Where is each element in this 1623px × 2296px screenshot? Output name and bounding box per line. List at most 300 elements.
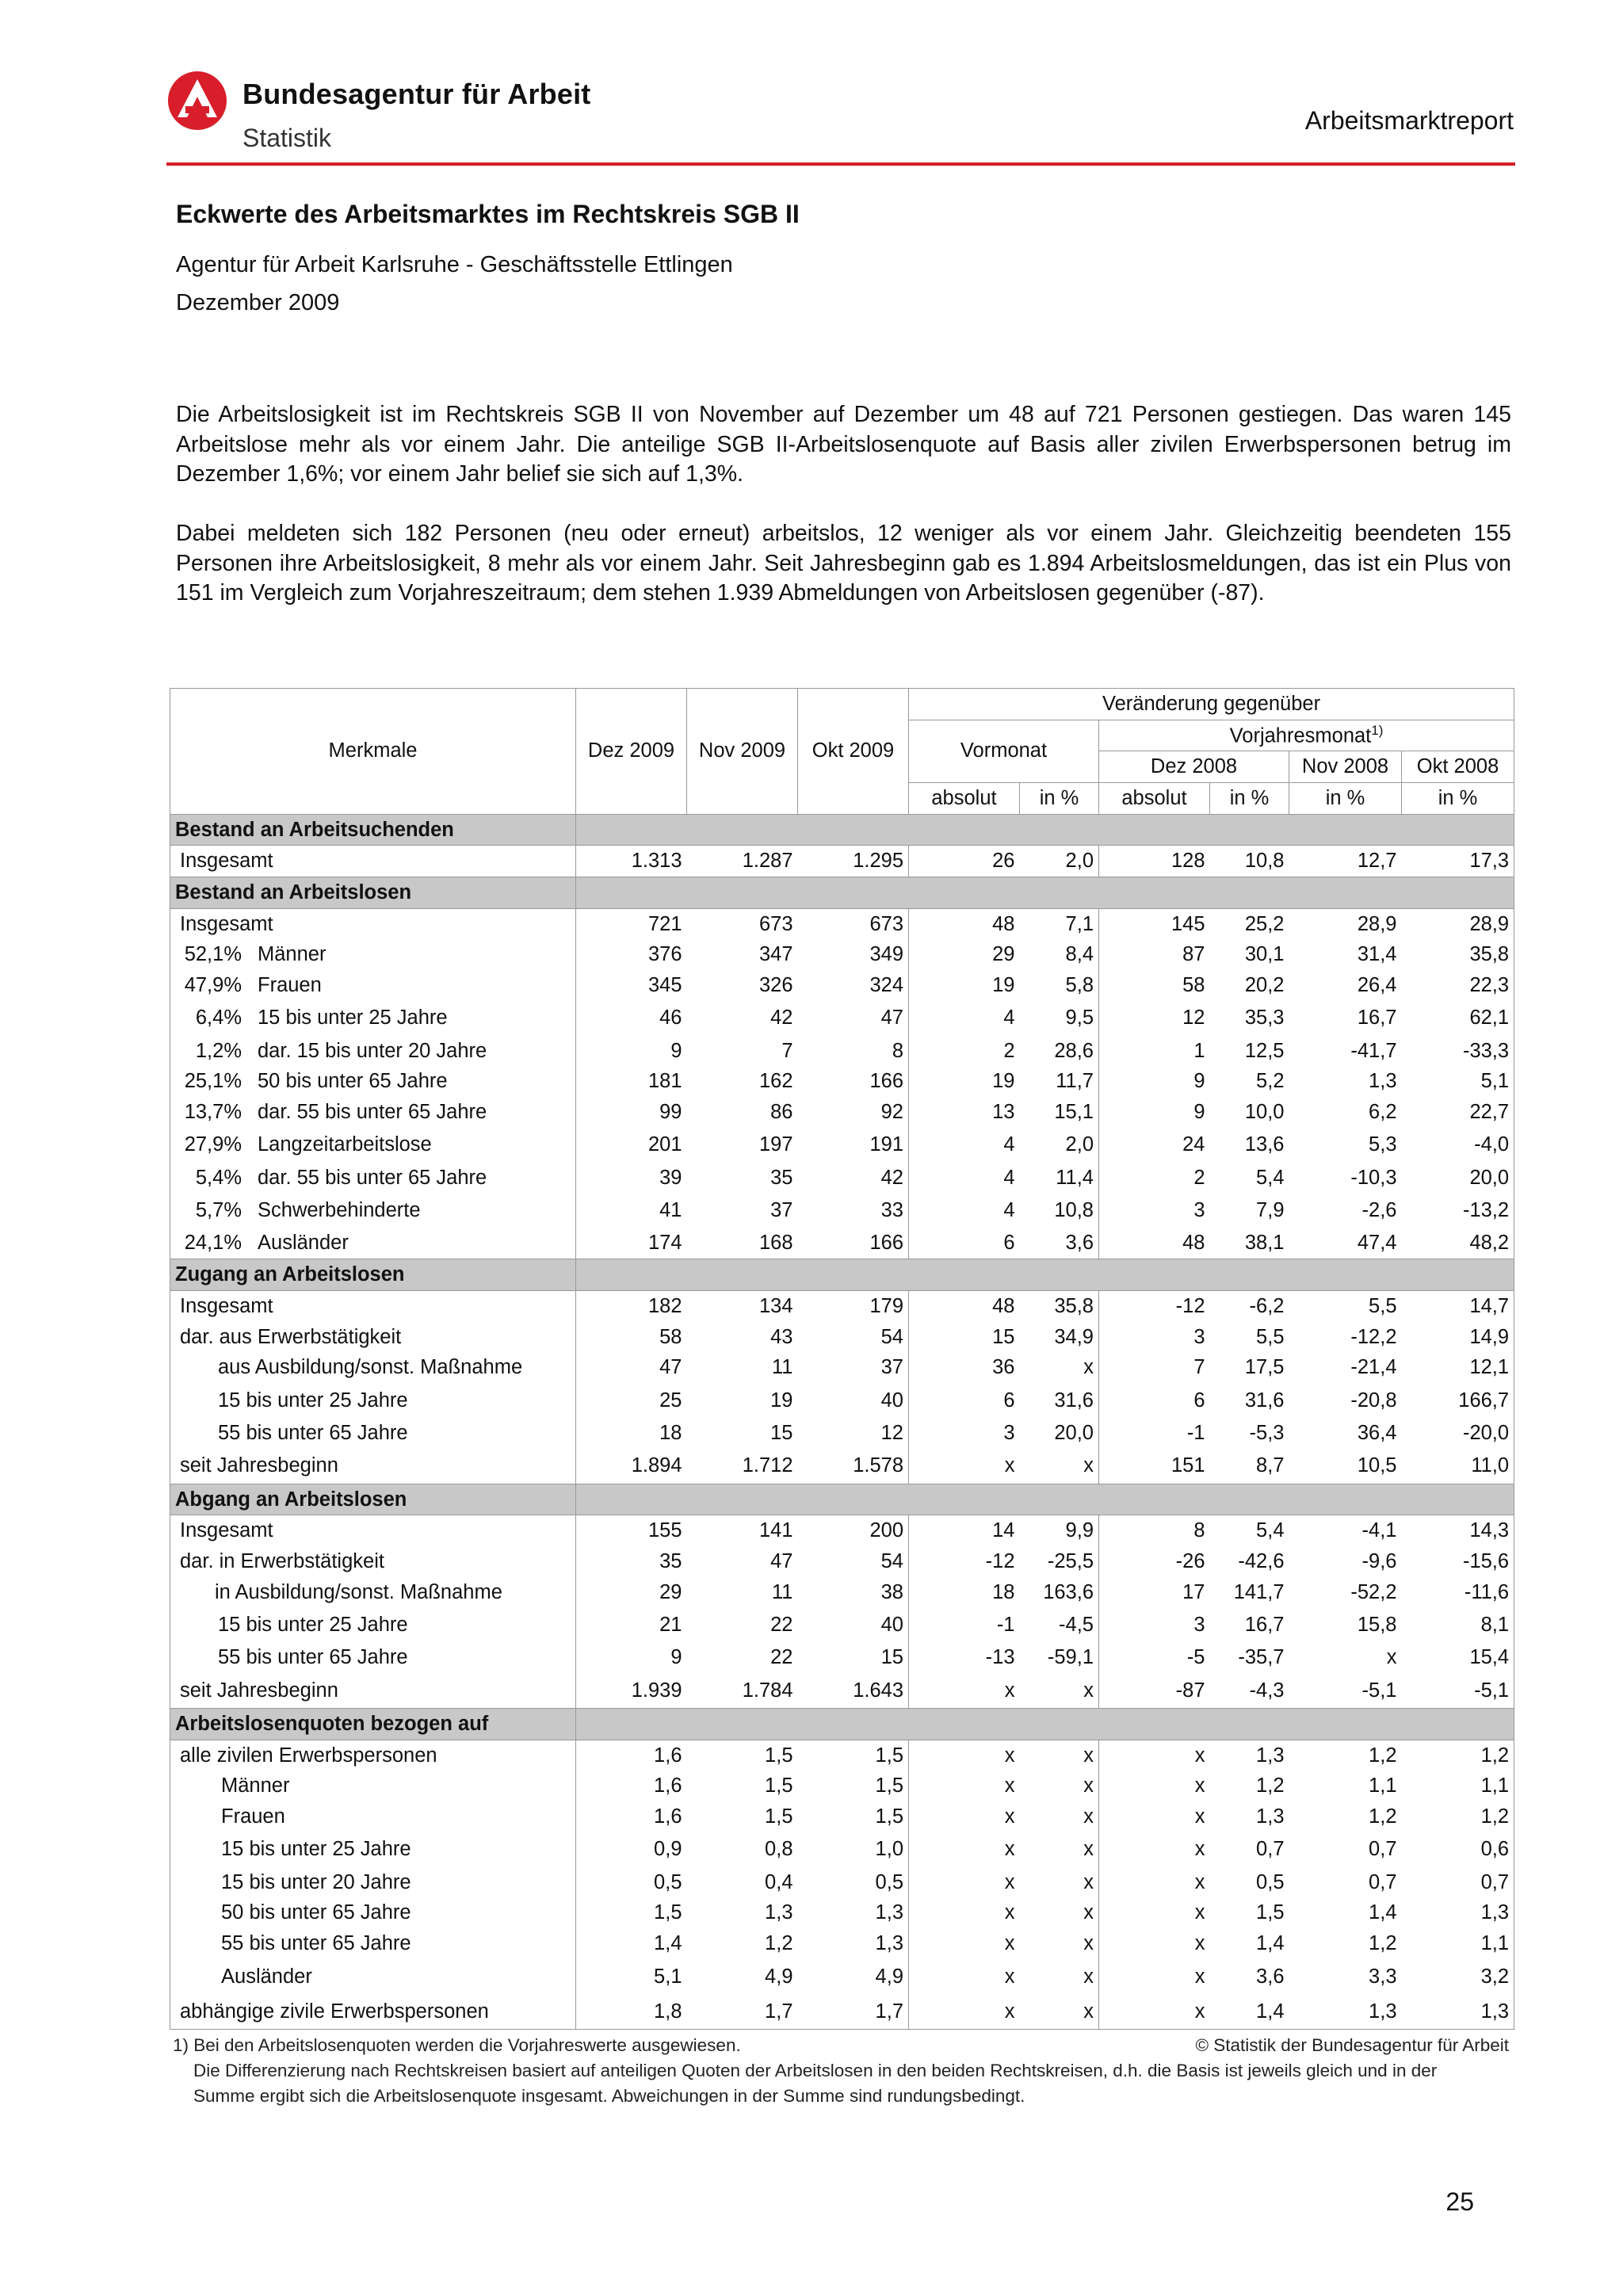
section-title: Abgang an Arbeitslosen	[170, 1484, 576, 1515]
row-share-percent: 13,7%	[184, 1101, 242, 1124]
table-row	[170, 846, 1514, 877]
value-cell: 8	[1099, 1515, 1210, 1546]
value-cell: 1,8	[576, 1994, 687, 2030]
value-cell: 1,6	[654, 1744, 682, 1767]
value-cell: -10,3	[1350, 1166, 1397, 1189]
row-share-percent: 5,4%	[195, 1166, 242, 1189]
value-cell: 18	[659, 1421, 682, 1444]
value-cell: 9	[1099, 1067, 1210, 1098]
value-cell: -25,5	[1047, 1549, 1094, 1572]
value-cell: x	[1083, 1454, 1094, 1477]
value-cell: x	[1099, 1771, 1210, 1802]
value-cell: -59,1	[1047, 1646, 1094, 1669]
header-merkmale: Merkmale	[170, 689, 576, 815]
row-label: 55 bis unter 65 Jahre	[218, 1421, 408, 1444]
value-cell: 1,5	[1256, 1901, 1285, 1924]
header-absolut-vorjahr: absolut	[1099, 783, 1210, 815]
brand-subtitle: Statistik	[242, 124, 332, 152]
value-cell: 10,8	[1054, 1199, 1094, 1222]
value-cell: 163,6	[1043, 1580, 1094, 1603]
value-cell: 42	[880, 1166, 903, 1189]
row-label-cell	[170, 1867, 576, 1898]
value-cell: 31,4	[1357, 943, 1397, 966]
value-cell: x	[1099, 1740, 1210, 1771]
row-label: 55 bis unter 65 Jahre	[218, 1646, 408, 1669]
footnote-marker: 1)	[1371, 723, 1384, 739]
value-cell: -12	[1099, 1291, 1210, 1322]
value-cell: 3	[1099, 1608, 1210, 1643]
value-cell: 1,5	[875, 1805, 903, 1828]
value-cell: 12,5	[1244, 1039, 1285, 1062]
header-inpct-vormonat: in %	[1020, 783, 1099, 815]
value-cell: -4,0	[1402, 1128, 1514, 1163]
value-cell: 200	[869, 1519, 903, 1542]
value-cell: x	[1099, 1959, 1210, 1994]
value-cell: 9,5	[1065, 1007, 1094, 1030]
row-label: dar. 15 bis unter 20 Jahre	[258, 1039, 487, 1062]
value-cell: 47	[770, 1549, 793, 1572]
value-cell: 5,1	[654, 1965, 682, 1988]
value-cell: -13	[909, 1643, 1020, 1674]
value-cell: x	[1099, 1928, 1210, 1959]
value-cell: 8	[892, 1039, 903, 1062]
section-fill	[576, 814, 1514, 846]
footnote-3: Summe ergibt sich die Arbeitslosenquote insgesamt. Abweichungen in der Summe sind rundungsbedingt.	[193, 2086, 1025, 2106]
value-cell: 1,6	[654, 1775, 682, 1797]
value-cell: 1,7	[687, 1994, 798, 2030]
value-cell: 6	[909, 1228, 1020, 1259]
table-row	[170, 1322, 1514, 1353]
value-cell: 5,5	[1369, 1294, 1397, 1317]
value-cell: 181	[647, 1070, 682, 1093]
value-cell: 673	[869, 912, 903, 935]
row-label-cell	[170, 970, 576, 1001]
row-label: 15 bis unter 25 Jahre	[218, 1389, 408, 1412]
value-cell: 141	[758, 1519, 793, 1542]
value-cell: 48	[1099, 1228, 1210, 1259]
value-cell: 5,5	[1256, 1325, 1285, 1348]
value-cell: 3,6	[1065, 1232, 1094, 1255]
value-cell: 1.643	[853, 1679, 903, 1702]
value-cell: 31,6	[1244, 1389, 1285, 1412]
value-cell: 0,7	[1369, 1838, 1397, 1861]
value-cell: x	[1083, 1901, 1094, 1924]
value-cell: 35	[770, 1166, 793, 1189]
value-cell: 12	[880, 1421, 903, 1444]
value-cell: 17	[1099, 1577, 1210, 1608]
row-label-cell	[170, 1771, 576, 1802]
value-cell: -35,7	[1238, 1646, 1285, 1669]
value-cell: 155	[647, 1519, 682, 1542]
value-cell: 168	[758, 1232, 793, 1255]
value-cell: x	[909, 1994, 1020, 2030]
header-vorjahresmonat-label: Vorjahresmonat	[1229, 724, 1372, 747]
value-cell: -11,6	[1402, 1577, 1514, 1608]
value-cell: 0,9	[654, 1838, 682, 1861]
value-cell: 36,4	[1357, 1421, 1397, 1444]
value-cell: 10,8	[1244, 850, 1285, 873]
value-cell: 4,9	[765, 1965, 793, 1988]
value-cell: 16,7	[1244, 1614, 1285, 1636]
value-cell: 1,2	[1369, 1932, 1397, 1955]
value-cell: x	[909, 1449, 1020, 1484]
value-cell: -52,2	[1350, 1580, 1397, 1603]
value-cell: 40	[880, 1614, 903, 1636]
table-row	[170, 1771, 1514, 1802]
row-label: dar. 55 bis unter 65 Jahre	[258, 1166, 487, 1189]
value-cell: -42,6	[1238, 1549, 1285, 1572]
value-cell: 6,2	[1369, 1101, 1397, 1124]
value-cell: -5,3	[1249, 1421, 1285, 1444]
row-label-cell	[170, 1418, 576, 1449]
value-cell: 0,7	[1256, 1838, 1285, 1861]
value-cell: 1,3	[1402, 1898, 1514, 1929]
value-cell: -2,6	[1361, 1199, 1397, 1222]
value-cell: 28,9	[1402, 908, 1514, 939]
value-cell: 38,1	[1244, 1232, 1285, 1255]
header-okt-2008: Okt 2008	[1402, 751, 1514, 783]
value-cell: -87	[1099, 1673, 1210, 1709]
value-cell: 14	[909, 1515, 1020, 1546]
row-label-cell	[170, 1546, 576, 1577]
value-cell: 1,5	[654, 1901, 682, 1924]
value-cell: 19	[909, 970, 1020, 1001]
value-cell: 1,1	[1369, 1775, 1397, 1797]
table-row	[170, 1959, 1514, 1994]
row-label: Schwerbehinderte	[258, 1199, 421, 1222]
section-fill	[576, 1709, 1514, 1740]
value-cell: 9	[670, 1646, 682, 1669]
value-cell: 15,8	[1357, 1614, 1397, 1636]
value-cell: 0,6	[1402, 1832, 1514, 1867]
value-cell: 35,8	[1054, 1294, 1094, 1317]
value-cell: 34,9	[1054, 1325, 1094, 1348]
value-cell: 19	[770, 1389, 793, 1412]
value-cell: 0,7	[1402, 1867, 1514, 1898]
summary-paragraph-1: Die Arbeitslosigkeit ist im Rechtskreis SGB II von November auf Dezember um 48 auf 721 Personen gestiegen. Das waren 145 Arbeitslose mehr als vor einem Jahr. Die anteilige SGB II-Arbeitslosenquote auf Basis aller zivilen Erwerbspersonen betrug im Dezember 1,6%; vor einem Jahr belief sie sich auf 1,3%.	[176, 402, 1511, 487]
value-cell: 1,2	[1369, 1805, 1397, 1828]
value-cell: 2,0	[1065, 850, 1094, 873]
row-label-cell	[170, 1515, 576, 1546]
header-inpct-okt2008: in %	[1402, 783, 1514, 815]
value-cell: 0,5	[1256, 1870, 1285, 1893]
table-row	[170, 1643, 1514, 1674]
row-label-cell	[170, 1577, 576, 1608]
value-cell: -4,1	[1361, 1519, 1397, 1542]
row-label: 55 bis unter 65 Jahre	[221, 1932, 411, 1955]
value-cell: 47	[880, 1007, 903, 1030]
value-cell: 9	[670, 1039, 682, 1062]
section-header-row	[170, 814, 1514, 846]
value-cell: 11	[772, 1580, 793, 1603]
value-cell: 5,3	[1369, 1133, 1397, 1156]
row-label-cell	[170, 1291, 576, 1322]
value-cell: 99	[659, 1101, 682, 1124]
table-row	[170, 1608, 1514, 1643]
value-cell: 5,4	[1256, 1519, 1285, 1542]
value-cell: 7,1	[1065, 912, 1094, 935]
value-cell: 1,3	[1256, 1805, 1285, 1828]
value-cell: 721	[647, 912, 682, 935]
value-cell: -21,4	[1350, 1356, 1397, 1379]
row-label: in Ausbildung/sonst. Maßnahme	[215, 1580, 502, 1603]
row-label-cell	[170, 1898, 576, 1929]
row-label-cell	[170, 1097, 576, 1128]
report-title: Arbeitsmarktreport	[1304, 106, 1514, 135]
value-cell: 8,7	[1256, 1454, 1285, 1477]
row-label: dar. in Erwerbstätigkeit	[180, 1549, 384, 1572]
value-cell: 15	[909, 1322, 1020, 1353]
header-nov-2008: Nov 2008	[1289, 751, 1402, 783]
value-cell: 17,3	[1402, 846, 1514, 877]
table-row	[170, 1163, 1514, 1194]
value-cell: 22	[770, 1614, 793, 1636]
header-dez-2009: Dez 2009	[576, 689, 687, 815]
value-cell: 12	[1099, 1001, 1210, 1036]
value-cell: 11,7	[1056, 1070, 1094, 1093]
header-veraenderung: Veränderung gegenüber	[909, 689, 1514, 720]
value-cell: 1.287	[742, 850, 793, 873]
value-cell: 1,3	[765, 1901, 793, 1924]
value-cell: 11,4	[1056, 1166, 1094, 1189]
value-cell: 151	[1099, 1449, 1210, 1484]
row-label: 15 bis unter 25 Jahre	[221, 1838, 411, 1861]
table-row	[170, 1928, 1514, 1959]
row-label: Frauen	[221, 1805, 285, 1828]
value-cell: x	[1083, 1805, 1094, 1828]
row-label: Insgesamt	[180, 912, 273, 935]
value-cell: 179	[869, 1294, 903, 1317]
value-cell: 1,5	[765, 1805, 793, 1828]
table-row	[170, 1036, 1514, 1067]
row-label-cell	[170, 1801, 576, 1832]
row-share-percent: 6,4%	[195, 1007, 242, 1030]
section-header-row	[170, 877, 1514, 909]
value-cell: x	[1020, 1994, 1099, 2030]
value-cell: 7	[781, 1039, 793, 1062]
value-cell: 14,3	[1402, 1515, 1514, 1546]
value-cell: 15	[770, 1421, 793, 1444]
row-share-percent: 5,7%	[195, 1199, 242, 1222]
table-row	[170, 1867, 1514, 1898]
row-label: seit Jahresbeginn	[180, 1454, 338, 1477]
row-label: Langzeitarbeitslose	[258, 1133, 432, 1156]
row-label: 50 bis unter 65 Jahre	[221, 1901, 411, 1924]
value-cell: 3	[1099, 1194, 1210, 1228]
value-cell: 1,5	[875, 1775, 903, 1797]
value-cell: 10,5	[1357, 1454, 1397, 1477]
section-title: Zugang an Arbeitslosen	[170, 1259, 576, 1291]
value-cell: 22	[770, 1646, 793, 1669]
row-label-cell	[170, 1449, 576, 1484]
value-cell: 1,6	[654, 1805, 682, 1828]
row-label-cell	[170, 1128, 576, 1163]
value-cell: 4	[909, 1128, 1020, 1163]
row-label-cell	[170, 1608, 576, 1643]
value-cell: 9	[1099, 1097, 1210, 1128]
table-row	[170, 1449, 1514, 1484]
value-cell: 35,8	[1402, 940, 1514, 971]
footnote-1: 1) Bei den Arbeitslosenquoten werden die Vorjahreswerte ausgewiesen.	[173, 2035, 741, 2055]
value-cell: 7	[1099, 1352, 1210, 1383]
row-label: Ausländer	[221, 1965, 312, 1988]
value-cell: 1,3	[1402, 1994, 1514, 2030]
value-cell: 1.295	[853, 850, 903, 873]
value-cell: -5,1	[1361, 1679, 1397, 1702]
value-cell: 174	[647, 1232, 682, 1255]
row-label: Insgesamt	[180, 1294, 273, 1317]
value-cell: 46	[659, 1007, 682, 1030]
table-row	[170, 1994, 1514, 2030]
value-cell: 1.712	[742, 1454, 793, 1477]
value-cell: x	[909, 1832, 1020, 1867]
row-label-cell	[170, 1322, 576, 1353]
row-label: 15 bis unter 20 Jahre	[221, 1870, 411, 1893]
row-label-cell	[170, 1194, 576, 1228]
value-cell: -12	[909, 1546, 1020, 1577]
value-cell: 33	[880, 1199, 903, 1222]
value-cell: 6	[1099, 1383, 1210, 1418]
value-cell: 36	[909, 1352, 1020, 1383]
value-cell: 58	[1099, 970, 1210, 1001]
value-cell: x	[1099, 1832, 1210, 1867]
value-cell: 15,1	[1054, 1101, 1094, 1124]
row-label: dar. 55 bis unter 65 Jahre	[258, 1101, 487, 1124]
row-label-cell	[170, 1740, 576, 1771]
value-cell: 4,9	[875, 1965, 903, 1988]
row-label: Insgesamt	[180, 1519, 273, 1542]
value-cell: 37	[770, 1199, 793, 1222]
value-cell: 47,4	[1357, 1232, 1397, 1255]
section-header-row	[170, 1709, 1514, 1740]
header-absolut-vormonat: absolut	[909, 783, 1020, 815]
value-cell: 11,0	[1402, 1449, 1514, 1484]
value-cell: 324	[869, 974, 903, 997]
value-cell: 347	[758, 943, 793, 966]
value-cell: -5	[1099, 1643, 1210, 1674]
row-label: abhängige zivile Erwerbspersonen	[180, 2000, 489, 2023]
value-cell: 1,5	[875, 1744, 903, 1767]
value-cell: 40	[880, 1389, 903, 1412]
value-cell: 30,1	[1244, 943, 1285, 966]
value-cell: 3,3	[1369, 1965, 1397, 1988]
header-dez-2008: Dez 2008	[1099, 751, 1289, 783]
value-cell: 166	[869, 1232, 903, 1255]
header-vormonat: Vormonat	[909, 720, 1099, 782]
value-cell: 3,2	[1402, 1959, 1514, 1994]
value-cell: 48,2	[1402, 1228, 1514, 1259]
value-cell: 2,0	[1065, 1133, 1094, 1156]
value-cell: 1,5	[765, 1744, 793, 1767]
value-cell: 349	[869, 943, 903, 966]
table-row	[170, 1194, 1514, 1228]
row-label: 50 bis unter 65 Jahre	[258, 1070, 448, 1093]
value-cell: 17,5	[1244, 1356, 1285, 1379]
table-row	[170, 1832, 1514, 1867]
value-cell: 134	[758, 1294, 793, 1317]
row-label-cell	[170, 1928, 576, 1959]
value-cell: x	[1083, 1679, 1094, 1702]
row-share-percent: 27,9%	[184, 1133, 242, 1156]
value-cell: 43	[770, 1325, 793, 1348]
value-cell: x	[1083, 1870, 1094, 1893]
value-cell: 15	[880, 1646, 903, 1669]
row-share-percent: 25,1%	[184, 1070, 242, 1093]
row-label-cell	[170, 846, 576, 877]
value-cell: x	[1099, 1994, 1210, 2030]
value-cell: 9,9	[1065, 1519, 1094, 1542]
value-cell: 376	[647, 943, 682, 966]
logo-icon	[166, 70, 228, 132]
value-cell: 1,2	[1369, 1744, 1397, 1767]
row-label-cell	[170, 1001, 576, 1036]
row-label-cell	[170, 908, 576, 939]
page-title: Eckwerte des Arbeitsmarktes im Rechtskreis SGB II	[176, 200, 800, 228]
value-cell: 20,2	[1244, 974, 1285, 997]
row-label: Ausländer	[258, 1232, 349, 1255]
key-figures-table	[170, 688, 1514, 2030]
value-cell: 0,7	[1369, 1870, 1397, 1893]
value-cell: -26	[1099, 1546, 1210, 1577]
value-cell: 62,1	[1402, 1001, 1514, 1036]
section-fill	[576, 1484, 1514, 1515]
value-cell: 28,9	[1357, 912, 1397, 935]
table-row	[170, 1097, 1514, 1128]
value-cell: 37	[880, 1356, 903, 1379]
value-cell: x	[909, 1928, 1020, 1959]
value-cell: 0,5	[875, 1870, 903, 1893]
value-cell: 31,6	[1054, 1389, 1094, 1412]
value-cell: -41,7	[1350, 1039, 1397, 1062]
value-cell: 1,2	[1402, 1740, 1514, 1771]
value-cell: 5,2	[1256, 1070, 1285, 1093]
value-cell: 35,3	[1244, 1007, 1285, 1030]
value-cell: -9,6	[1361, 1549, 1397, 1572]
table-row	[170, 1067, 1514, 1098]
value-cell: 86	[770, 1101, 793, 1124]
value-cell: 38	[880, 1580, 903, 1603]
value-cell: x	[909, 1673, 1020, 1709]
value-cell: 13	[909, 1097, 1020, 1128]
row-label: 15 bis unter 25 Jahre	[258, 1007, 448, 1030]
value-cell: 48	[909, 908, 1020, 939]
value-cell: 1.894	[631, 1454, 682, 1477]
table-row	[170, 1740, 1514, 1771]
value-cell: 128	[1099, 846, 1210, 877]
value-cell: 35	[659, 1549, 682, 1572]
row-label-cell	[170, 1383, 576, 1418]
row-share-percent: 47,9%	[184, 974, 242, 997]
table-row	[170, 1228, 1514, 1259]
value-cell: x	[1099, 1898, 1210, 1929]
value-cell: 26,4	[1357, 974, 1397, 997]
value-cell: 1.578	[853, 1454, 903, 1477]
table-row	[170, 1291, 1514, 1322]
value-cell: 197	[758, 1133, 793, 1156]
table-row	[170, 1546, 1514, 1577]
row-label-cell	[170, 1673, 576, 1709]
value-cell: 1,4	[1369, 1901, 1397, 1924]
table-row	[170, 1577, 1514, 1608]
row-label: aus Ausbildung/sonst. Maßnahme	[218, 1356, 523, 1379]
value-cell: 4	[909, 1194, 1020, 1228]
value-cell: 12,7	[1357, 850, 1397, 873]
value-cell: 1,1	[1402, 1928, 1514, 1959]
summary-paragraph-2: Dabei meldeten sich 182 Personen (neu oder erneut) arbeitslos, 12 weniger als vor einem Jahr. Gleichzeitig beendeten 155 Personen ihre Arbeitslosigkeit, 8 mehr als vor einem Jahr. Seit Jahresbeginn gab es 1.894 Arbeitslosmeldungen, das ist ein Plus von 151 im Vergleich zum Vorjahreszeitraum; dem stehen 1.939 Abmeldungen von Arbeitslosen gegenüber (-87).	[176, 521, 1511, 606]
table-row	[170, 1001, 1514, 1036]
value-cell: 20,0	[1402, 1163, 1514, 1194]
value-cell: -1	[1099, 1418, 1210, 1449]
